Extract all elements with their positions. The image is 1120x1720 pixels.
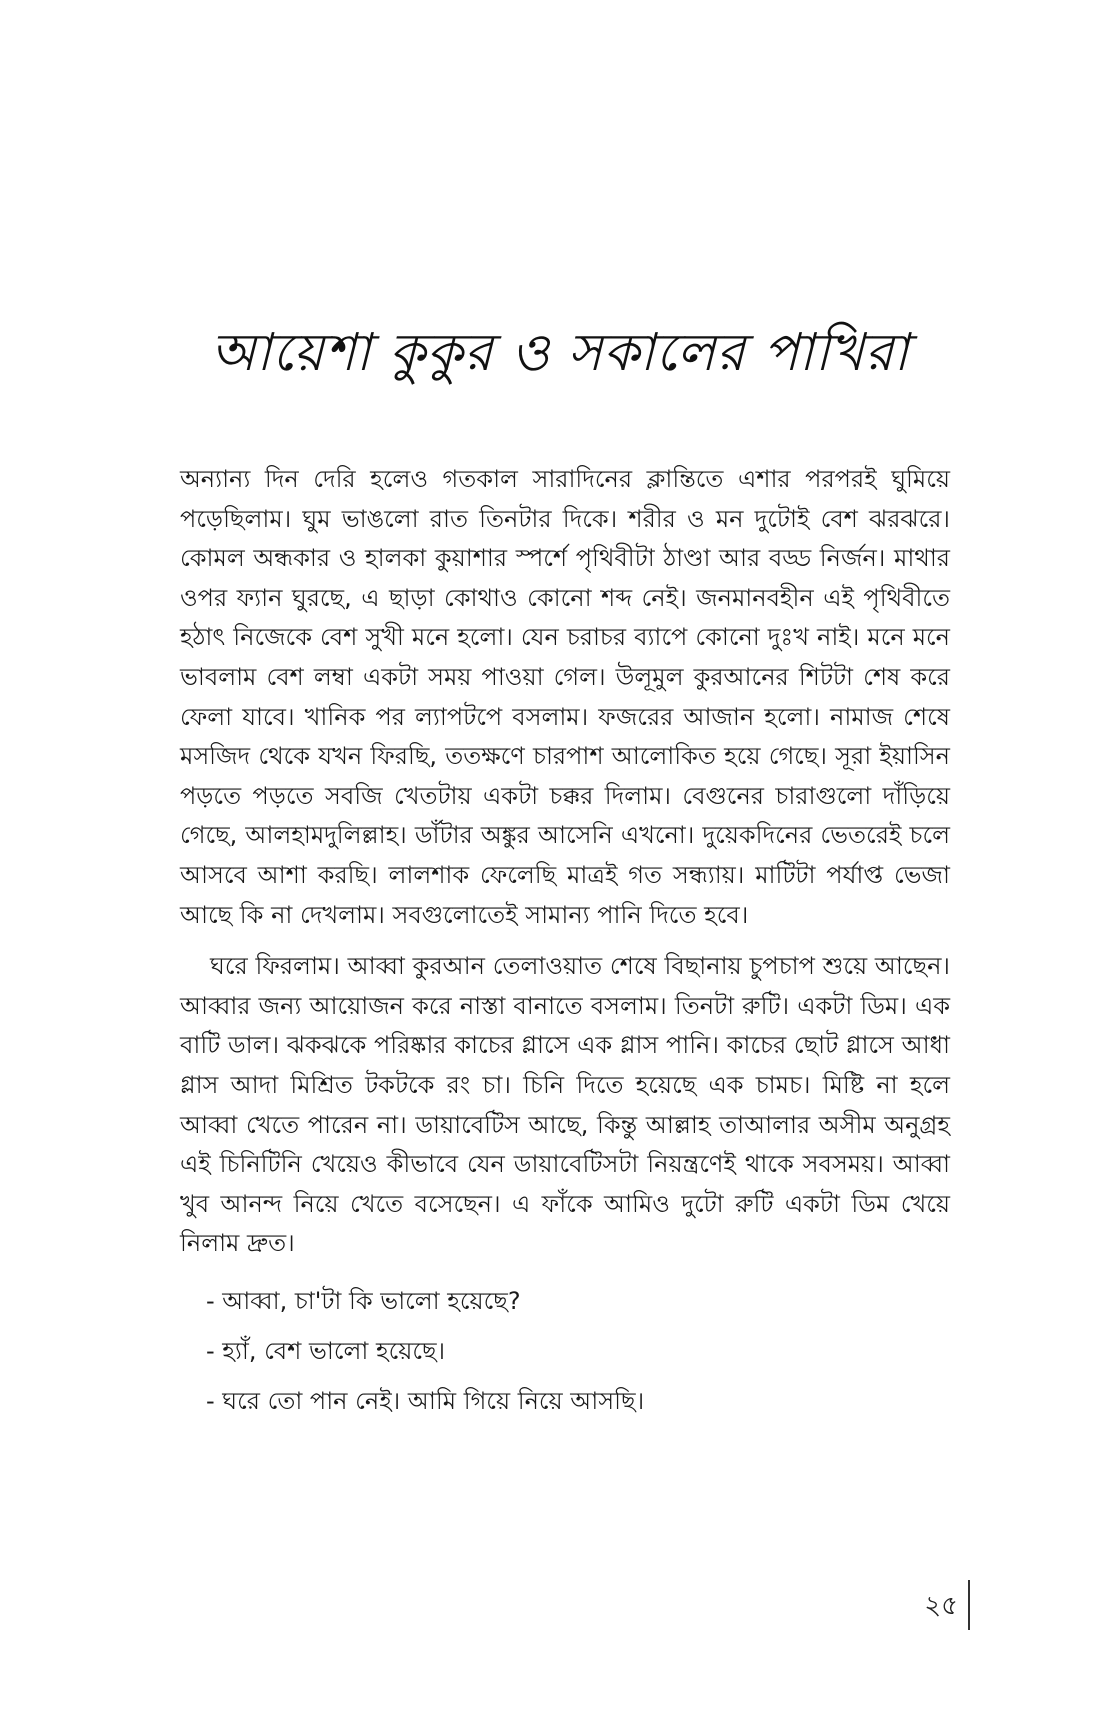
- dialogue-line: - ঘরে তো পান নেই। আমি গিয়ে নিয়ে আসছি।: [206, 1386, 645, 1415]
- page-number: ২৫: [924, 1591, 958, 1621]
- chapter-title: আয়েশা কুকুর ও সকালের পাখিরা: [210, 323, 910, 383]
- dialogue-line: - হ্যাঁ, বেশ ভালো হয়েছে।: [206, 1336, 446, 1365]
- paragraph: অন্যান্য দিন দেরি হলেও গতকাল সারাদিনের ক্লান্তিতে এশার পরপরই ঘুমিয়ে পড়েছিলাম। ঘুম ভাঙলো রাত তিনটার দিকে। শরীর ও মন দুটোই বেশ ঝরঝরে। কোমল অন্ধকার ও হালকা কুয়াশার স্পর্শে পৃথিবীটা ঠাণ্ডা আর বড্ড নির্জন। মাথার ওপর ফ্যান ঘুরছে, এ ছাড়া কোথাও কোনো শব্দ নেই। জনমানবহীন এই পৃথিবীতে হঠাৎ নিজেকে বেশ সুখী মনে হলো। যেন চরাচর ব্যাপে কোনো দুঃখ নাই। মনে মনে ভাবলাম বেশ লম্বা একটা সময় পাওয়া গেল। উলূমুল কুরআনের শিটটা শেষ করে ফেলা যাবে। খানিক পর ল্যাপটপে বসলাম। ফজরের আজান হলো। নামাজ শেষে মসজিদ থেকে যখন ফিরছি, ততক্ষণে চারপাশ আলোকিত হয়ে গেছে। সূরা ইয়াসিন পড়তে পড়তে সবজি খেতটায় একটা চক্কর দিলাম। বেগুনের চারাগুলো দাঁড়িয়ে গেছে, আলহামদুলিল্লাহ। ডাঁটার অঙ্কুর আসেনি এখনো। দুয়েকদিনের ভেতরেই চলে আসবে আশা করছি। লালশাক ফেলেছি মাত্রই গত সন্ধ্যায়। মাটিটা পর্যাপ্ত ভেজা আছে কি না দেখলাম। সবগুলোতেই সামান্য পানি দিতে হবে।: [180, 465, 950, 929]
- page-number-divider: [968, 1580, 970, 1630]
- dialogue-line: - আব্বা, চা'টা কি ভালো হয়েছে?: [206, 1286, 521, 1315]
- paragraph: ঘরে ফিরলাম। আব্বা কুরআন তেলাওয়াত শেষে বিছানায় চুপচাপ শুয়ে আছেন। আব্বার জন্য আয়োজন করে নাস্তা বানাতে বসলাম। তিনটা রুটি। একটা ডিম। এক বাটি ডাল। ঝকঝকে পরিষ্কার কাচের গ্লাসে এক গ্লাস পানি। কাচের ছোট গ্লাসে আধা গ্লাস আদা মিশ্রিত টকটকে রং চা। চিনি দিতে হয়েছে এক চামচ। মিষ্টি না হলে আব্বা খেতে পারেন না। ডায়াবেটিস আছে, কিন্তু আল্লাহ তাআলার অসীম অনুগ্রহ এই চিনিটিনি খেয়েও কীভাবে যেন ডায়াবেটিসটা নিয়ন্ত্রণেই থাকে সবসময়। আব্বা খুব আনন্দ নিয়ে খেতে বসেছেন। এ ফাঁকে আমিও দুটো রুটি একটা ডিম খেয়ে নিলাম দ্রুত।: [180, 952, 950, 1258]
- body-text: [180, 460, 950, 1426]
